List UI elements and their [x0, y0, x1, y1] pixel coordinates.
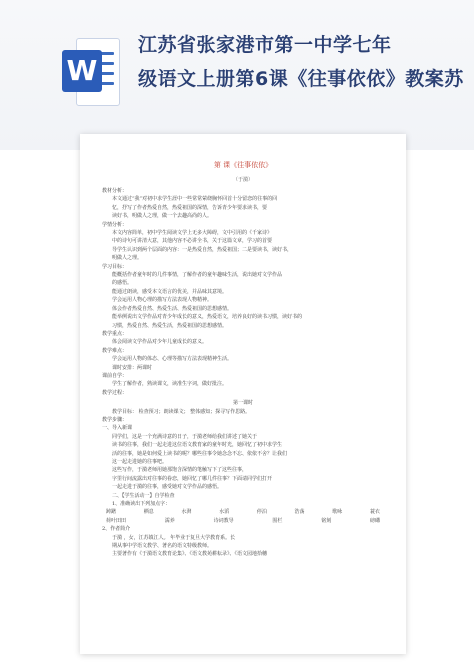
document-line: 能概括作者童年时的几件事情，了解作者的童年趣味生活，说出她对文学作品	[112, 272, 283, 279]
document-line: 主要著作有《于漪语文教育论集》、《语文教苑耕耘录》、《语文园地拾穗	[112, 551, 268, 558]
document-line: 一、导入新课	[102, 425, 133, 432]
document-line: 体会作者热爱自然、热爱生活、热爱祖国的思想感情。	[112, 305, 233, 312]
document-line: 学情分析：	[102, 221, 128, 228]
vocab-word: 围栏	[272, 517, 283, 524]
document-line: 字里行间流露出对往事的眷恋，她回忆了哪几件往事？下面请同学们打开	[112, 475, 273, 482]
document-line: 一起走进于漪的往事，感受她对文学作品的感悟。	[112, 484, 223, 491]
document-line: 同学们，这是一个充满诗意的日子，于漪老师给我们讲述了她关于	[112, 433, 258, 440]
document-line: 教学重点：	[102, 330, 128, 337]
vocab-word: 水湃	[181, 509, 192, 516]
document-line: 学生了解作者，熟读课文，读准生字词，做好批注。	[112, 381, 228, 388]
document-line: 教学难点：	[102, 347, 128, 354]
document-line: 能举例说出文学作品对青少年成长的意义，热爱语文，培养良好的读书习惯，读好书的	[112, 314, 303, 321]
vocab-word: 歌咏	[332, 509, 343, 516]
document-line: 的感悟。	[112, 280, 133, 287]
vocab-word: 荷叶田田	[106, 517, 127, 524]
page-title	[138, 28, 468, 96]
document-line: 忆，抒写了作者热爱自然，热爱祖国的深情，告诉青少年要求读书，要	[112, 204, 268, 211]
document-line: 能通过朗读，感受本文语言的优美，并品味其意境。	[112, 288, 228, 295]
vocab-word: 浩荡	[294, 509, 305, 516]
document-body	[102, 187, 384, 397]
vocab-word: 磅礴	[369, 517, 380, 524]
document-line: 本文通过“我”对初中求学生涯中一些常常萦绕胸怀回首十分留恋的往事的回	[112, 196, 278, 203]
lesson-heading: 第一课时	[232, 400, 253, 407]
document-line: 中的诗句可讲清大意，其他内容不必讲全书，关于这篇文章，学习的首要	[112, 238, 273, 245]
document-line: 教学目标： 检查预习；朗读课文； 整体感知；探寻写作思路。	[112, 408, 251, 415]
vocab-word: 水滔	[219, 509, 230, 516]
document-line: 教材分析：	[102, 188, 128, 194]
vocab-row	[102, 508, 384, 516]
document-line: 学习目标：	[102, 263, 128, 270]
vocab-word: 停泊	[256, 509, 267, 516]
vocab-word: 蓑衣	[369, 509, 380, 516]
title-line-2: 级语文上册第6课《往事依依》教案苏	[138, 68, 464, 90]
document-line: 本文内容简单，初中学生阅读文学上无多大障碍，文中引用的《千家诗》	[112, 230, 273, 237]
vocab-word: 铭刻	[321, 517, 332, 524]
document-line: 这一起走进她的往事吧。	[112, 459, 168, 465]
document-line: 读好书，明做人之理，做一个去趣高尚的人。	[112, 213, 213, 220]
vocab-word: 诗词教导	[213, 517, 234, 524]
document-preview[interactable]	[80, 134, 406, 654]
word-badge: W	[62, 50, 102, 92]
document-line: 导学生认识到两个层面的内容：一是热爱自然，热爱祖国；二是要读书，读好书，	[112, 246, 293, 253]
document-line: 这些写作，于漪老师用她那饱含深情的笔触写下了这些往事，	[112, 467, 248, 474]
document-line: 于漪 ，女，江苏镇江人。 年毕业于复旦大学教育系。长	[112, 534, 236, 541]
lesson-body	[102, 408, 384, 559]
document-line: 课前自学：	[102, 372, 128, 379]
document-line: 教学过程：	[102, 389, 128, 396]
document-line: 读书的往事，我们一起走进这位语文教育家的童年时光，她回忆了初中求学生	[112, 442, 283, 449]
document-author: （于漪）	[232, 177, 253, 183]
document-line: 期从事中学语文教学、著名的语文特级教师。	[112, 543, 213, 550]
document-line: 课时安排：两课时	[112, 364, 153, 371]
document-line: 2、作者简介	[102, 526, 131, 533]
vocab-word: 栖息	[143, 509, 154, 516]
document-title: 第 课《往事依依》	[213, 161, 273, 169]
document-line: 1、准确读出下列加点字：	[112, 501, 171, 508]
vocab-word: 踌躇	[106, 509, 117, 516]
document-line: 体会阅读文学作品对少年儿童成长的意义。	[112, 339, 208, 346]
document-line: 教学步骤：	[102, 416, 128, 423]
title-line-1: 江苏省张家港市第一中学七年	[138, 34, 392, 56]
document-line: 学会运用人物心理的描写方法表现人物精神。	[112, 297, 213, 304]
document-line: 明做人之理。	[112, 255, 143, 262]
vocab-word: 濡养	[164, 517, 175, 524]
document-line: 活的往事，她是如何爱上读书的呢？哪些往事令她念念不忘、依依不舍？让我们	[112, 450, 288, 457]
word-document-icon	[62, 38, 120, 106]
document-line: 习惯，热爱自然、热爱生活，热爱祖国的思想感情。	[112, 322, 228, 329]
document-line: 学会运用人物的体态、心理等描写方法表现精神生活。	[112, 356, 233, 363]
vocab-row	[102, 517, 384, 525]
document-line: 二、【学生活动一】自学检查	[112, 492, 175, 499]
